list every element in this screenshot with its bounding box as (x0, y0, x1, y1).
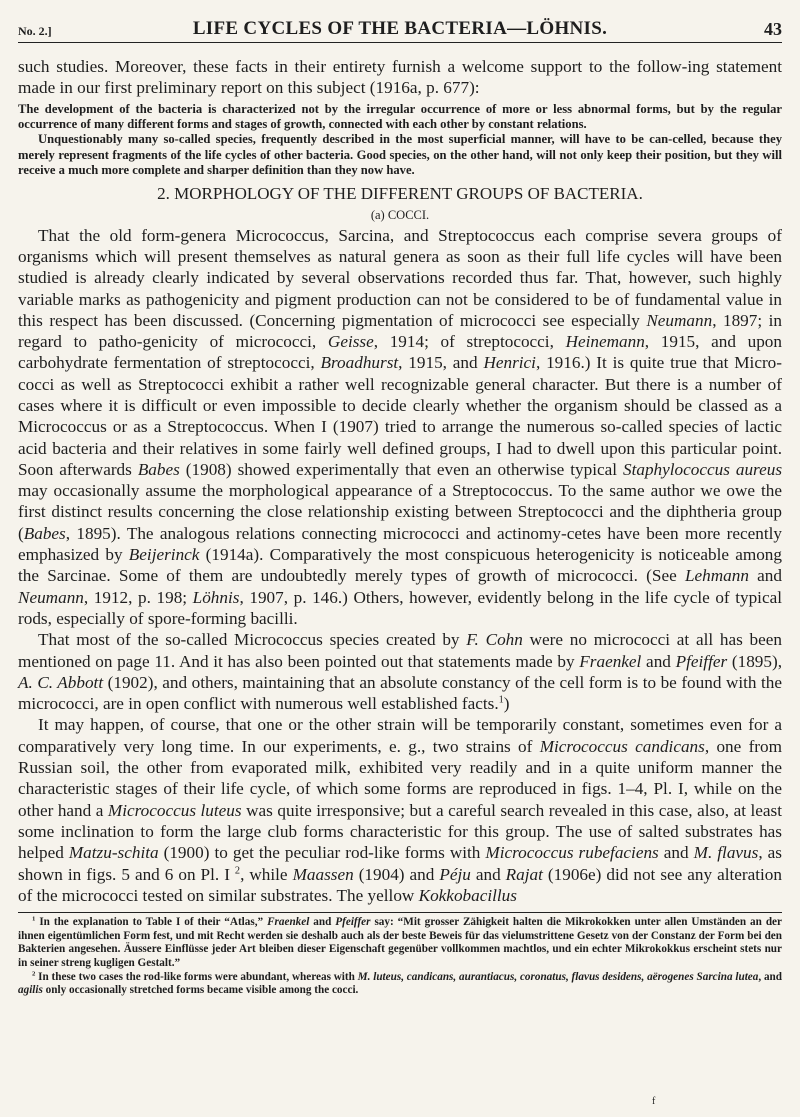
intro-paragraph: such studies. Moreover, these facts in their entirety furnish a welcome support to the follow-ing statement made in our first preliminary report on this subject (1916a, p. 677): (18, 57, 782, 98)
footnote-ref-1[interactable]: 1 (498, 694, 504, 706)
paragraph-strain-constancy: It may happen, of course, that one or the other strain will be temporarily constant, sometimes even for a comparatively very long time. In our experiments, e. g., two strains of Micrococcus candicans, one from Russian soil, the other from evaporated milk, exhibited very readily and in a quite uniform manner the characteristic stages of their life cycle, of which some forms are reproduced in figs. 1–4, Pl. I, while on the other hand a Micrococcus luteus was quite irresponsive; but a careful search revealed in this case, also, at least some inclination to form the large club forms characteristic for this group. The use of salted substrates has helped Matzu-schita (1900) to get the peculiar rod-like forms with Micrococcus rubefaciens and M. flavus, as shown in figs. 5 and 6 on Pl. I $^2$, while Maassen (1904) and Péju and Rajat (1906e) did not see any alteration of the micrococci tested on similar substrates. The yellow Kokkobacillus (18, 715, 782, 905)
quote-paragraph-1: The development of the bacteria is characterized not by the irregular occurrence of more or less abnormal forms, but by the regular occurrence of many different forms and stages of growth, connected with each other by constant relations. (18, 101, 782, 131)
page (18, 14, 782, 998)
running-header (18, 14, 782, 43)
body-text (18, 56, 782, 906)
paragraph-cohn-species: That most of the so-called Micrococcus species created by F. Cohn were no micrococci at all has been mentioned on page 11. And it has also been pointed out that statements made by Fraenkel and Pfeiffer (1895), A. C. Abbott (1902), and others, maintaining that an absolute constancy of the cell form is to be found with the micrococci, are in open conflict with numerous well established facts.$^1$) (18, 630, 783, 714)
footnote-1: $^1$ In the explanation to Table I of their “Atlas,” Fraenkel and Pfeiffer say: “Mit grosser Zähigkeit halten die Mikrokokken unter allen Umständen an der ihnen eigentümlichen Form fest, und mit Recht werden sie deshalb auch als der beste Beweis für das vielumstrittene Gesetz von der Constanz der Form bei den Bakterien angesehen. Äussere Einflüsse jeder Art bleiben dieser Eigenschaft gegenüber vollkommen machtlos, und ein echter Mikrokokkus erscheint stets nur in seiner streng kugligen Gestalt.” (18, 915, 782, 969)
quote-paragraph-2: Unquestionably many so-called species, frequently described in the most superficial manner, will have to be can-celled, because they merely represent fragments of the life cycles of other bacteria. Good species, on the other hand, will not only keep their position, but they will receive a much more complete and sharper definition than they now have. (18, 132, 782, 178)
footnote-ref-2[interactable]: 2 (234, 864, 241, 876)
footnote-2: $^2$ In these two cases the rod-like forms were abundant, whereas with M. luteus, candicans, aurantiacus, coronatus, flavus desidens, aërogenes Sarcina lutea, and agilis only occasionally stretched forms became visible among the cocci. (18, 969, 782, 997)
paragraph-cocci-genera: That the old form-genera Micrococcus, Sarcina, and Streptococcus each comprise severa groups of organisms which will present themselves as natural genera as soon as their full life cycles will have been studied is already clearly indicated by several observations recorded thus far. That, however, such highly variable marks as pathogenicity and pigment production can not be considered to be of fundamental value in this respect has been discussed. (Concerning pigmentation of micrococci see especially Neumann, 1897; in regard to patho-genicity of micrococci, Geisse, 1914; of streptococci, Heinemann, 1915, and upon carbohydrate fermentation of streptococci, Broadhurst, 1915, and Henrici, 1916.) It is quite true that Micro-cocci as well as Streptococci exhibit a rather well recognizable general character. But there is a number of cases where it is difficult or even impossible to decide clearly whether the organism should be classed as a Micrococcus or as a Streptococcus. When I (1907) tried to arrange the numerous so-called species of lactic acid bacteria and their relatives in some fairly well defined groups, I had to dwell upon this particular point. Soon afterwards Babes (1908) showed experimentally that even an otherwise typical Staphylococcus aureus may occasionally assume the morphological appearance of a Streptococcus. To the same author we owe the first distinct results concerning the close relationship existing between Streptococci and the diphtheria group (Babes, 1895). The analogous relations connecting micrococci and actinomy-cetes have been more recently emphasized by Beijerinck (1914a). Comparatively the most conspicuous heterogenicity is noticeable among the Sarcinae. Some of them are undoubtedly merely types of growth of micrococci. (See Lehmann and Neumann, 1912, p. 198; Löhnis, 1907, p. 146.) Others, however, evidently belong in the life cycle of typical rods, especially of spore-forming bacilli. (18, 225, 783, 628)
footnotes (18, 912, 782, 998)
subsection-title: (a) COCCI. (370, 207, 430, 222)
issue-label: No. 2.] (18, 24, 52, 38)
section-title: 2. MORPHOLOGY OF THE DIFFERENT GROUPS OF BACTERIA. (157, 183, 643, 203)
page-number: 43 (764, 19, 782, 39)
page-mark: f (652, 1096, 656, 1107)
running-title: LIFE CYCLES OF THE BACTERIA—LÖHNIS. (192, 18, 608, 39)
